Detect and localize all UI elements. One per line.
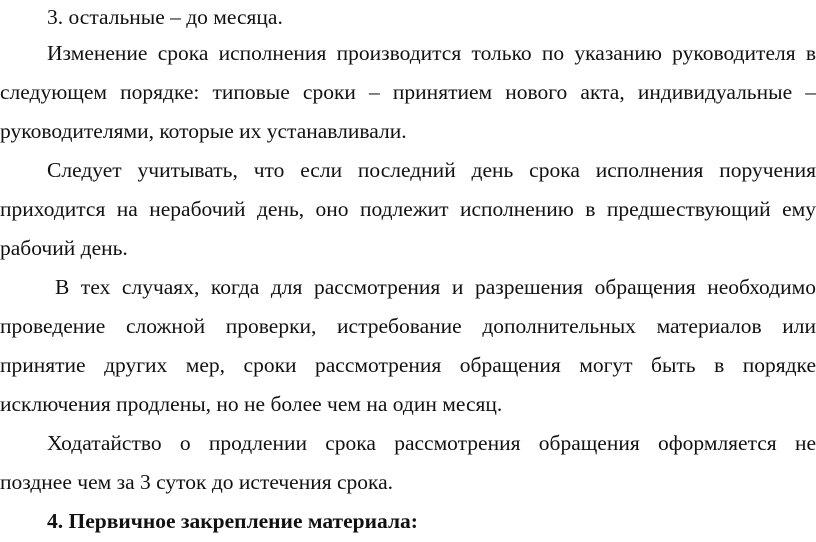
paragraph-1-line-3: руководителями, которые их устанавливали.: [0, 119, 407, 143]
paragraph-2-line-1: Следует учитывать, что если последний день срока исполнения поручения: [47, 158, 816, 182]
section-heading-4: 4. Первичное закрепление материала:: [47, 509, 418, 533]
paragraph-3-line-1: В тех случаях, когда для рассмотрения и разрешения обращения необходимо: [55, 275, 816, 299]
paragraph-2-line-3: рабочий день.: [0, 236, 128, 260]
paragraph-4-line-2: позднее чем за 3 суток до истечения срока.: [0, 470, 394, 494]
paragraph-3-line-3: принятие других мер, сроки рассмотрения обращения могут быть в порядке: [0, 353, 816, 377]
paragraph-1-line-1: Изменение срока исполнения производится только по указанию руководителя в: [47, 41, 816, 65]
paragraph-2-line-2: приходится на нерабочий день, оно подлежит исполнению в предшествующий ему: [0, 197, 816, 221]
list-item-3: 3. остальные – до месяца.: [47, 5, 283, 29]
paragraph-1-line-2: следующем порядке: типовые сроки – принятием нового акта, индивидуальные –: [0, 80, 816, 104]
paragraph-3-line-2: проведение сложной проверки, истребование дополнительных материалов или: [0, 314, 816, 338]
paragraph-3-line-4: исключения продлены, но не более чем на один месяц.: [0, 392, 503, 416]
paragraph-4-line-1: Ходатайство о продлении срока рассмотрения обращения оформляется не: [47, 431, 816, 455]
